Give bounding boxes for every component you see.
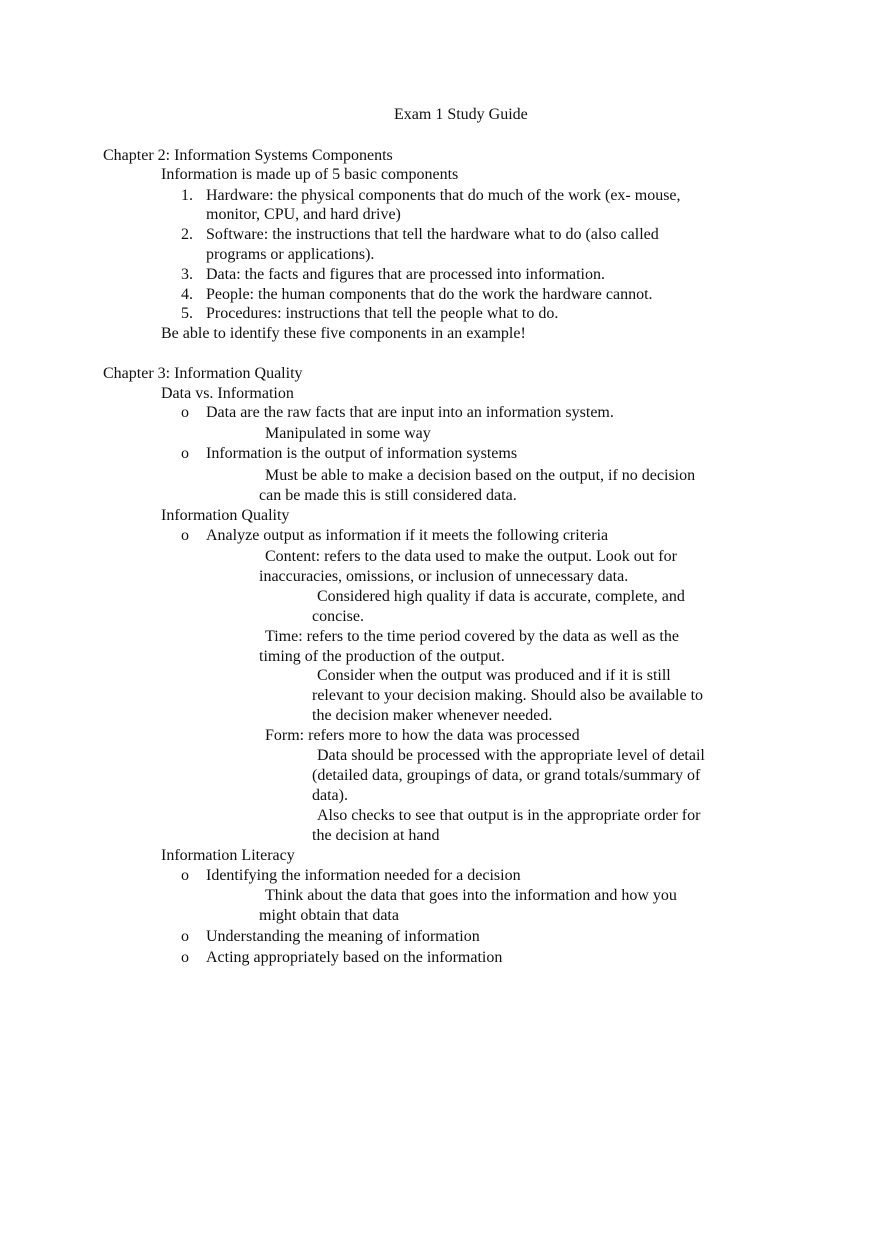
content-criterion-cont: inaccuracies, omissions, or inclusion of unnecessary data. bbox=[259, 568, 629, 585]
decision-text: Must be able to make a decision based on the output, if no decision bbox=[265, 467, 696, 484]
list-item-people: People: the human components that do the work the hardware cannot. bbox=[206, 286, 653, 303]
form-detail: Data should be processed with the appropriate level of detail bbox=[317, 747, 705, 764]
form-criterion: Form: refers more to how the data was processed bbox=[265, 727, 580, 744]
chapter-3-heading: Chapter 3: Information Quality bbox=[103, 365, 303, 382]
content-quality-cont: concise. bbox=[312, 608, 364, 625]
form-order-cont: the decision at hand bbox=[312, 827, 440, 844]
data-raw-facts: Data are the raw facts that are input into an information system. bbox=[206, 404, 614, 421]
sub-bullet-marker: o bbox=[181, 404, 189, 421]
ch2-bullet-components: Information is made up of 5 basic components bbox=[161, 166, 459, 183]
list-item-data: Data: the facts and figures that are processed into information. bbox=[206, 266, 605, 283]
time-consider-cont2: the decision maker whenever needed. bbox=[312, 707, 553, 724]
manipulated-text: Manipulated in some way bbox=[265, 425, 431, 442]
time-criterion: Time: refers to the time period covered by the data as well as the bbox=[265, 628, 679, 645]
sub-bullet-marker: o bbox=[181, 867, 189, 884]
ch2-bullet-identify: Be able to identify these five components in an example! bbox=[161, 325, 526, 342]
data-vs-information-label: Data vs. Information bbox=[161, 385, 294, 402]
form-order: Also checks to see that output is in the appropriate order for bbox=[317, 807, 701, 824]
acting-appropriately: Acting appropriately based on the information bbox=[206, 949, 503, 966]
sub-bullet-marker: o bbox=[181, 527, 189, 544]
list-number: 5. bbox=[181, 305, 193, 322]
list-number: 3. bbox=[181, 266, 193, 283]
content-criterion: Content: refers to the data used to make the output. Look out for bbox=[265, 548, 677, 565]
chapter-2-heading: Chapter 2: Information Systems Components bbox=[103, 147, 393, 164]
list-number: 2. bbox=[181, 226, 193, 243]
form-detail-cont2: data). bbox=[312, 787, 348, 804]
think-about-data-cont: might obtain that data bbox=[259, 907, 399, 924]
think-about-data: Think about the data that goes into the information and how you bbox=[265, 887, 677, 904]
list-number: 1. bbox=[181, 187, 193, 204]
decision-text-cont: can be made this is still considered data. bbox=[259, 487, 517, 504]
list-number: 4. bbox=[181, 286, 193, 303]
information-quality-label: Information Quality bbox=[161, 507, 290, 524]
list-item-hardware-cont: monitor, CPU, and hard drive) bbox=[206, 206, 401, 223]
time-consider-cont: relevant to your decision making. Should also be available to bbox=[312, 687, 704, 704]
analyze-output: Analyze output as information if it meets the following criteria bbox=[206, 527, 609, 544]
sub-bullet-marker: o bbox=[181, 445, 189, 462]
identifying-information: Identifying the information needed for a decision bbox=[206, 867, 521, 884]
content-quality: Considered high quality if data is accurate, complete, and bbox=[317, 588, 685, 605]
information-output: Information is the output of information systems bbox=[206, 445, 518, 462]
information-literacy-label: Information Literacy bbox=[161, 847, 295, 864]
understanding-meaning: Understanding the meaning of information bbox=[206, 928, 480, 945]
list-item-hardware: Hardware: the physical components that do much of the work (ex- mouse, bbox=[206, 187, 681, 204]
sub-bullet-marker: o bbox=[181, 949, 189, 966]
sub-bullet-marker: o bbox=[181, 928, 189, 945]
list-item-software: Software: the instructions that tell the hardware what to do (also called bbox=[206, 226, 659, 243]
time-consider: Consider when the output was produced and if it is still bbox=[317, 667, 671, 684]
list-item-software-cont: programs or applications). bbox=[206, 246, 375, 263]
time-criterion-cont: timing of the production of the output. bbox=[259, 648, 505, 665]
list-item-procedures: Procedures: instructions that tell the people what to do. bbox=[206, 305, 559, 322]
form-detail-cont: (detailed data, groupings of data, or grand totals/summary of bbox=[312, 767, 701, 784]
document-title: Exam 1 Study Guide bbox=[394, 106, 528, 123]
